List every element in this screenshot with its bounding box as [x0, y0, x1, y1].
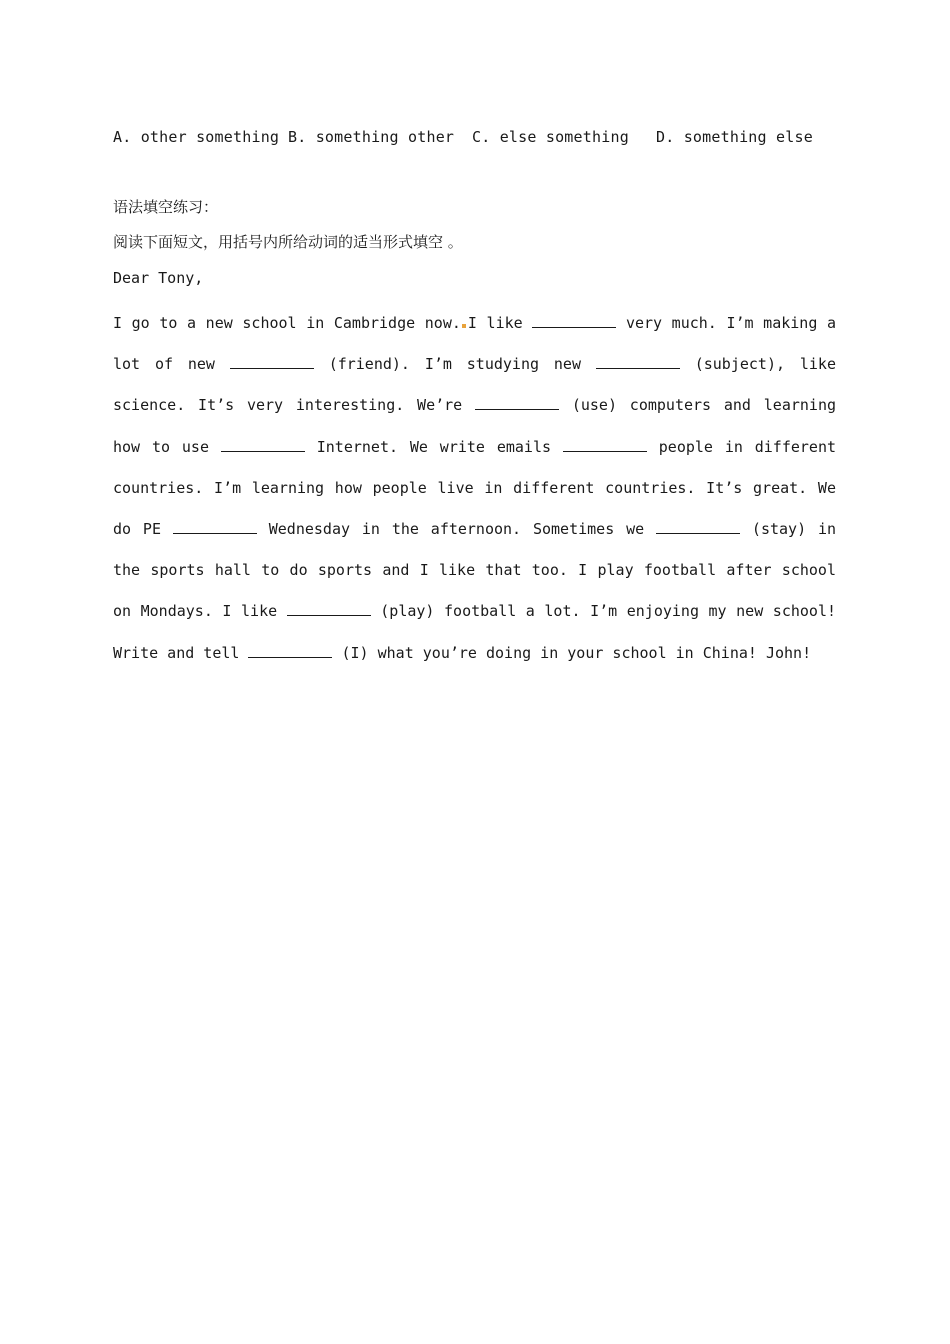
blank-1[interactable] [532, 313, 616, 328]
blank-7[interactable] [173, 519, 257, 534]
section-title: 语法填空练习： [113, 198, 219, 216]
passage-text: (play) football a lot. I’m enjoying my new school! Write and tell [113, 602, 837, 662]
letter-greeting: Dear Tony, [113, 269, 204, 287]
passage-text: (friend). I’m studying new [328, 355, 581, 374]
letter-passage [113, 303, 836, 674]
option-a: A. other something [113, 128, 280, 146]
passage-text: Wednesday in the afternoon. Sometimes we [268, 520, 645, 539]
passage-text: I go to a new school in Cambridge now. [113, 314, 461, 332]
passage-text: I like [467, 314, 523, 332]
blank-10[interactable] [248, 643, 332, 658]
passage-text: (I) what you’re doing in your school in China! John! [341, 643, 812, 662]
blank-9[interactable] [287, 601, 371, 616]
passage-text: very much. I’m making a lot of new [113, 314, 837, 374]
blank-5[interactable] [221, 437, 305, 452]
option-c: C. else something [472, 128, 629, 146]
blank-6[interactable] [563, 437, 647, 452]
passage-text: people in different countries. I’m learning how people live in different countries. It’s great. We do PE [113, 437, 837, 539]
blank-3[interactable] [596, 354, 680, 369]
passage-text: (stay) in the sports hall to do sports and I like that too. I play football after school on Mondays. I like [113, 520, 837, 621]
instruction-text: 阅读下面短文，用括号内所给动词的适当形式填空 。 [113, 233, 463, 251]
passage-text: Internet. We write emails [316, 437, 552, 456]
option-d: D. something else [656, 128, 813, 146]
blank-8[interactable] [656, 519, 740, 534]
marker-dot [462, 324, 466, 328]
answer-options [113, 127, 813, 147]
passage-text: (use) computers and learning how to use [113, 396, 837, 456]
blank-2[interactable] [230, 354, 314, 369]
blank-4[interactable] [475, 395, 559, 410]
passage-text: (subject), like science. It’s very interesting. We’re [113, 355, 836, 415]
option-b: B. something other [288, 128, 455, 146]
